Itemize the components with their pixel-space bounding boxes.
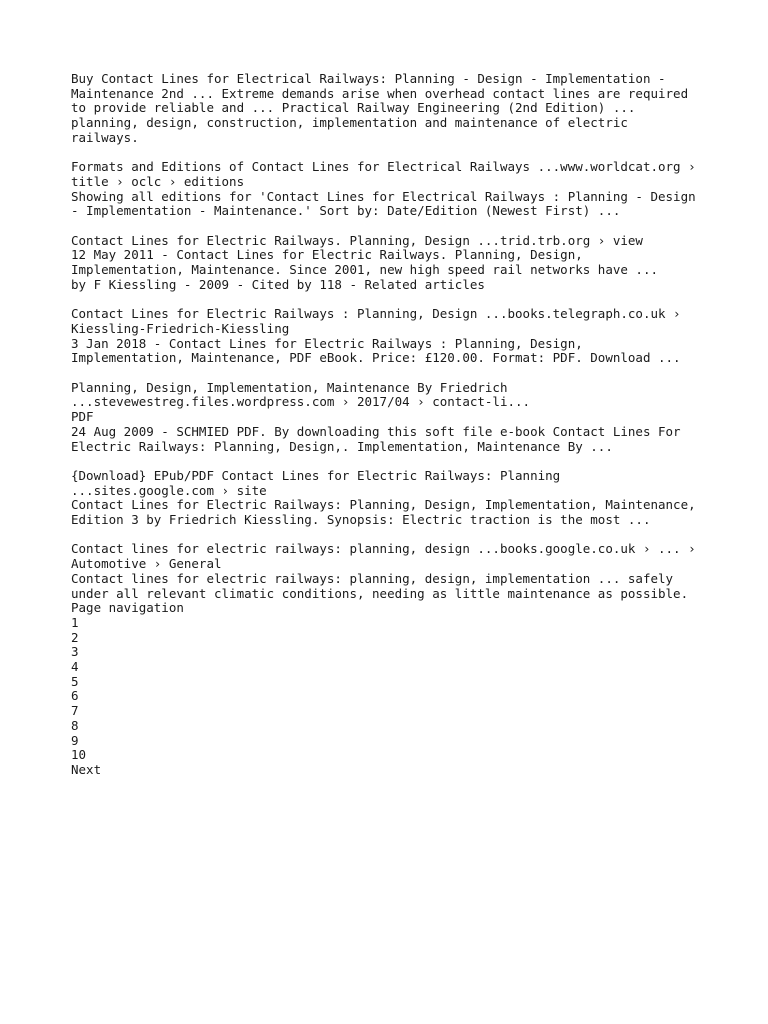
result-text-line: Edition 3 by Friedrich Kiessling. Synopsis: Electric traction is the most ...	[71, 512, 651, 528]
page-number-link[interactable]: 6	[71, 688, 79, 704]
search-result	[71, 381, 711, 455]
result-text-line: 24 Aug 2009 - SCHMIED PDF. By downloading this soft file e-book Contact Lines For	[71, 423, 681, 439]
result-text-line: to provide reliable and ... Practical Railway Engineering (2nd Edition) ...	[71, 100, 636, 116]
result-text-line: Kiessling-Friedrich-Kiessling	[71, 320, 290, 336]
result-text-line: Contact lines for electric railways: planning, design, implementation ... safely	[71, 570, 674, 586]
page-navigation	[71, 601, 711, 777]
result-text-line: railways.	[71, 129, 139, 145]
result-text-line: {Download} EPub/PDF Contact Lines for Electric Railways: Planning	[71, 467, 561, 483]
result-text-line: - Implementation - Maintenance.' Sort by: Date/Edition (Newest First) ...	[71, 203, 621, 219]
page-navigation-title: Page navigation	[71, 600, 184, 616]
page-number-link[interactable]: 2	[71, 629, 79, 645]
result-text-line: Maintenance 2nd ... Extreme demands arise when overhead contact lines are required	[71, 85, 689, 101]
search-result	[71, 72, 711, 146]
result-text-line: planning, design, construction, implementation and maintenance of electric	[71, 115, 628, 131]
result-text-line: 12 May 2011 - Contact Lines for Electric Railways. Planning, Design,	[71, 247, 583, 263]
result-text-line: Contact Lines for Electric Railways: Planning, Design, Implementation, Maintenance,	[71, 497, 696, 513]
result-text-line: Contact Lines for Electric Railways : Planning, Design ...books.telegraph.co.uk ›	[71, 306, 681, 322]
search-result	[71, 469, 711, 528]
page-number-list	[71, 616, 711, 763]
page-number-link[interactable]: 1	[71, 614, 79, 630]
result-text-line: Planning, Design, Implementation, Maintenance By Friedrich	[71, 379, 508, 395]
result-text-line: 3 Jan 2018 - Contact Lines for Electric Railways : Planning, Design,	[71, 335, 583, 351]
result-text-line: by F Kiessling - 2009 - Cited by 118 - Related articles	[71, 276, 485, 292]
result-text-line: Implementation, Maintenance, PDF eBook. Price: £120.00. Format: PDF. Download ...	[71, 350, 681, 366]
results-list	[71, 72, 711, 601]
result-text-line: Contact lines for electric railways: planning, design ...books.google.co.uk › ... ›	[71, 541, 696, 557]
page-number-link[interactable]: 7	[71, 703, 79, 719]
result-text-line: Contact Lines for Electric Railways. Planning, Design ...trid.trb.org › view	[71, 232, 643, 248]
result-text-line: title › oclc › editions	[71, 173, 245, 189]
page-number-link[interactable]: 8	[71, 717, 79, 733]
page-number-link[interactable]: 4	[71, 659, 79, 675]
page-number-link[interactable]: 3	[71, 644, 79, 660]
next-page-link[interactable]: Next	[71, 761, 102, 777]
result-text-line: Electric Railways: Planning, Design,. Implementation, Maintenance By ...	[71, 438, 613, 454]
result-text-line: Implementation, Maintenance. Since 2001, new high speed rail networks have ...	[71, 262, 658, 278]
result-text-line: ...sites.google.com › site	[71, 482, 267, 498]
result-text-line: under all relevant climatic conditions, needing as little maintenance as possible.	[71, 585, 689, 601]
result-text-line: Showing all editions for 'Contact Lines for Electrical Railways : Planning - Design	[71, 188, 696, 204]
result-text-line: Buy Contact Lines for Electrical Railways: Planning - Design - Implementation -	[71, 71, 666, 86]
search-result	[71, 160, 711, 219]
result-text-line: Automotive › General	[71, 556, 222, 572]
search-result	[71, 307, 711, 366]
result-text-line: Formats and Editions of Contact Lines for Electrical Railways ...www.worldcat.org ›	[71, 159, 696, 175]
search-result	[71, 234, 711, 293]
page-number-link[interactable]: 5	[71, 673, 79, 689]
result-text-line: ...stevewestreg.files.wordpress.com › 2017/04 › contact-li...	[71, 394, 531, 410]
search-results-document	[71, 72, 711, 778]
page-number-link[interactable]: 10	[71, 747, 87, 763]
search-result	[71, 542, 711, 601]
page-number-link[interactable]: 9	[71, 732, 79, 748]
result-text-line: PDF	[71, 409, 94, 425]
